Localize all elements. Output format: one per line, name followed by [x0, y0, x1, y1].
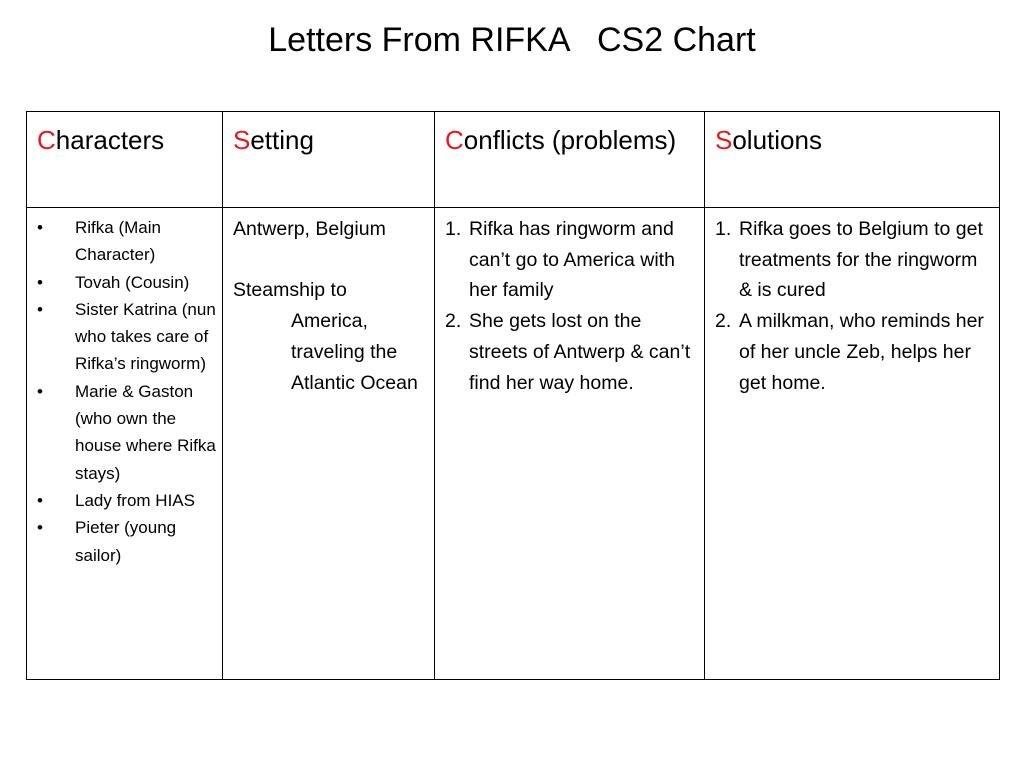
content-row [27, 208, 1000, 680]
header-rest: onflicts (problems) [463, 125, 677, 155]
solutions-list [705, 208, 999, 404]
header-initial: S [233, 125, 251, 155]
header-setting [223, 112, 435, 208]
list-item: • Sister Katrina (nun who takes care of Rifka’s ringworm) [37, 296, 218, 378]
list-item: 2. She gets lost on the streets of Antwerp & can’t find her way home. [445, 310, 691, 394]
list-item: 1. Rifka has ringworm and can’t go to America with her family [445, 218, 675, 302]
conflicts-cell [435, 208, 705, 680]
characters-list [27, 208, 222, 575]
characters-cell [27, 208, 223, 680]
header-initial: S [715, 125, 733, 155]
header-solutions [705, 112, 1000, 208]
header-rest: haracters [55, 125, 165, 155]
setting-text [223, 208, 434, 404]
slide-title: Letters From RIFKA CS2 Chart [268, 21, 756, 59]
conflicts-list [435, 208, 704, 404]
list-item: 1. Rifka goes to Belgium to get treatments for the ringworm & is cured [715, 218, 983, 302]
header-conflicts [435, 112, 705, 208]
header-initial: C [37, 125, 56, 155]
solutions-cell [705, 208, 1000, 680]
header-characters [27, 112, 223, 208]
setting-line: Antwerp, Belgium [233, 218, 386, 240]
bullet-icon: • [37, 381, 43, 401]
bullet-icon: • [37, 490, 43, 510]
header-rest: etting [250, 125, 314, 155]
header-rest: olutions [732, 125, 822, 155]
list-item: • Pieter (young sailor) [37, 514, 218, 569]
setting-line: Steamship to America, traveling the Atlantic Ocean [233, 279, 418, 394]
bullet-icon: • [37, 272, 43, 292]
list-item: 2. A milkman, who reminds her of her uncle Zeb, helps her get home. [715, 310, 984, 394]
header-row [27, 112, 1000, 208]
bullet-icon: • [37, 299, 43, 319]
bullet-icon: • [37, 218, 43, 237]
header-initial: C [445, 125, 464, 155]
list-item: • Lady from HIAS [37, 487, 218, 514]
setting-cell [223, 208, 435, 680]
list-item: • Tovah (Cousin) [37, 269, 218, 296]
list-item: • Rifka (Main Character) [37, 214, 218, 269]
list-item: • Marie & Gaston (who own the house where Rifka stays) [37, 378, 218, 487]
cs2-chart-table [26, 111, 1000, 680]
bullet-icon: • [37, 518, 43, 538]
